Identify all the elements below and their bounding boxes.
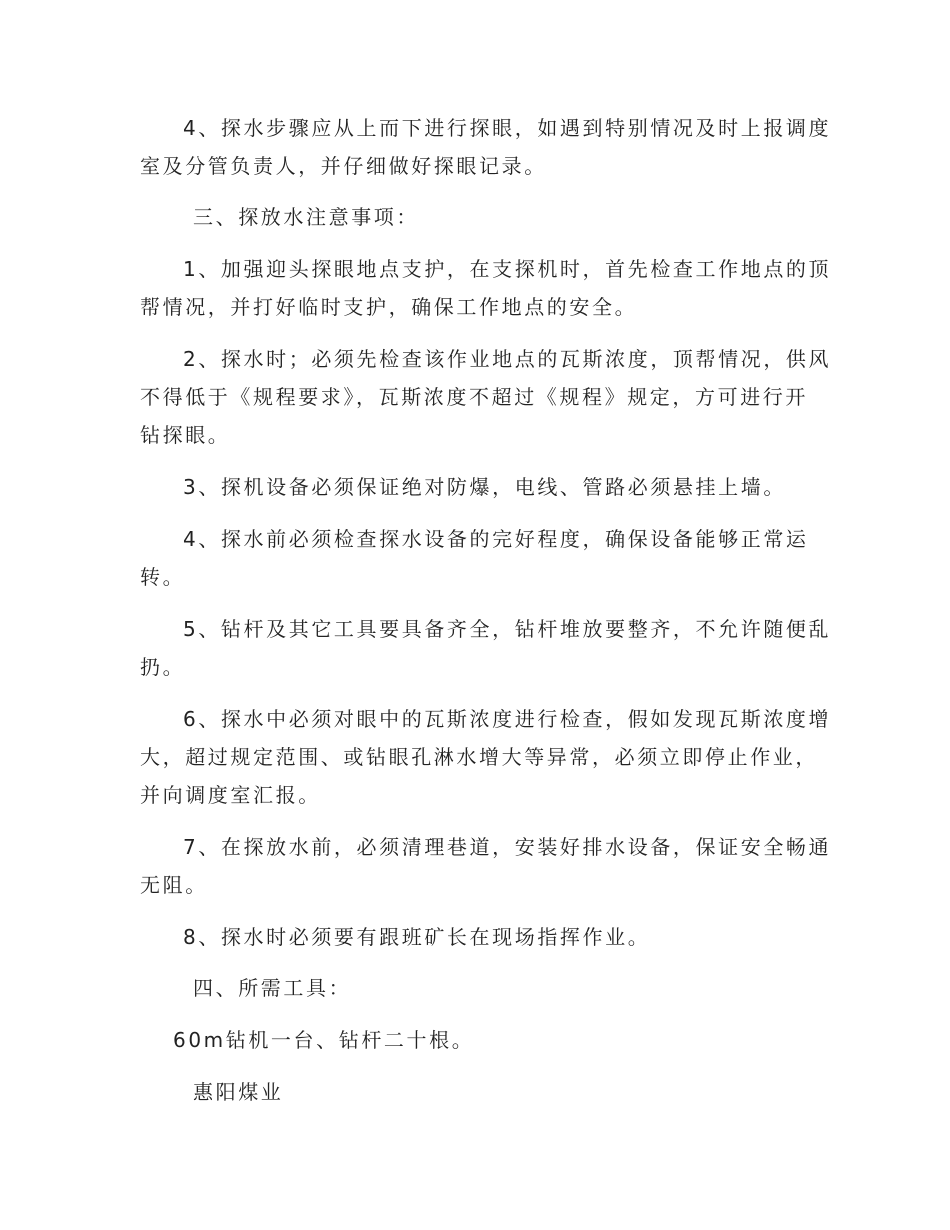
precaution-item-1-line-1: 1、加强迎头探眼地点支护，在支探机时，首先检查工作地点的顶 <box>183 257 832 281</box>
step4-paragraph-line-2: 室及分管负责人，并仔细做好探眼记录。 <box>140 154 547 178</box>
precaution-item-4-line-1: 4、探水前必须检查探水设备的完好程度，确保设备能够正常运 <box>183 527 809 551</box>
section-heading-precautions: 三、探放水注意事项： <box>193 205 419 229</box>
precaution-item-2-line-1: 2、探水时；必须先检查该作业地点的瓦斯浓度，顶帮情况，供风 <box>183 347 832 371</box>
tools-list-line: 60m钻机一台、钻杆二十根。 <box>173 1028 475 1052</box>
section-heading-tools: 四、所需工具： <box>193 976 352 1000</box>
precaution-item-2-line-3: 钻探眼。 <box>140 423 231 447</box>
precaution-item-1-line-2: 帮情况，并打好临时支护，确保工作地点的安全。 <box>140 295 638 319</box>
precaution-item-2-line-2: 不得低于《规程要求》，瓦斯浓度不超过《规程》规定，方可进行开 <box>140 385 808 409</box>
precaution-item-6-line-3: 并向调度室汇报。 <box>140 783 321 807</box>
precaution-item-6-line-1: 6、探水中必须对眼中的瓦斯浓度进行检查，假如发现瓦斯浓度增 <box>183 707 832 731</box>
precaution-item-5-line-1: 5、钻杆及其它工具要具备齐全，钻杆堆放要整齐，不允许随便乱 <box>183 617 832 641</box>
precaution-item-3-line-1: 3、探机设备必须保证绝对防爆，电线、管路必须悬挂上墙。 <box>183 475 786 499</box>
step4-paragraph-line-1: 4、探水步骤应从上而下进行探眼，如遇到特别情况及时上报调度 <box>183 116 832 140</box>
company-signature: 惠阳煤业 <box>193 1080 284 1104</box>
precaution-item-8-line-1: 8、探水时必须要有跟班矿长在现场指挥作业。 <box>183 925 651 949</box>
precaution-item-7-line-2: 无阻。 <box>140 873 208 897</box>
precaution-item-7-line-1: 7、在探放水前，必须清理巷道，安装好排水设备，保证安全畅通 <box>183 835 832 859</box>
precaution-item-6-line-2: 大，超过规定范围、或钻眼孔淋水增大等异常，必须立即停止作业， <box>140 745 818 769</box>
precaution-item-5-line-2: 扔。 <box>140 655 186 679</box>
precaution-item-4-line-2: 转。 <box>140 565 186 589</box>
